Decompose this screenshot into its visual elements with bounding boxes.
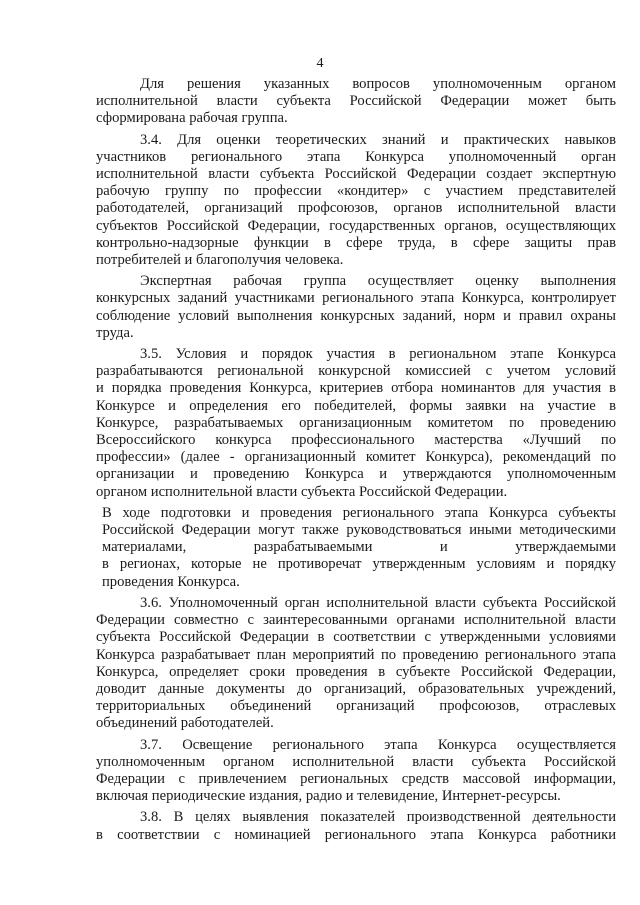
paragraph-3-4 xyxy=(96,132,616,270)
paragraph-3-5 xyxy=(96,346,616,501)
text-line: Конкурса разрабатывает план мероприятий по проведению регионального этапа xyxy=(96,646,616,663)
paragraph-3-8 xyxy=(96,809,616,843)
text-line: контрольно-надзорные функции в сфере труда, в сфере защиты прав xyxy=(96,234,616,251)
text-line: проведения Конкурса. xyxy=(102,573,240,590)
text-line: Федерации с привлечением региональных средств массовой информации, xyxy=(96,770,616,787)
text-line: объединений работодателей. xyxy=(96,715,274,732)
text-line: Федерации совместно с заинтересованными органами исполнительной власти xyxy=(96,612,616,629)
text-line: потребителей и благополучия человека. xyxy=(96,252,344,269)
text-line: включая периодические издания, радио и телевидение, Интернет-ресурсы. xyxy=(96,788,561,805)
text-line: 3.7. Освещение регионального этапа Конкурса осуществляется xyxy=(140,736,616,753)
text-line: 3.8. В целях выявления показателей производственной деятельности xyxy=(140,809,616,826)
text-line: и порядка проведения Конкурса, критериев отбора номинантов для участия в xyxy=(96,380,616,397)
text-line: сформирована рабочая группа. xyxy=(96,110,288,127)
text-line: в соответствии с номинацией регионального этапа Конкурса работники xyxy=(96,826,616,843)
text-line: в регионах, которые не противоречат утвержденным условиям и порядку xyxy=(102,556,616,573)
text-line: труда. xyxy=(96,324,134,341)
text-line: В ходе подготовки и проведения регионального этапа Конкурса субъекты xyxy=(102,504,616,521)
text-line: 3.5. Условия и порядок участия в региональном этапе Конкурса xyxy=(140,346,616,363)
text-line: Экспертная рабочая группа осуществляет оценку выполнения xyxy=(140,273,616,290)
text-line: исполнительной власти субъекта Российской Федерации создает экспертную xyxy=(96,166,616,183)
text-line: соблюдение условий выполнения конкурсных заданий, норм и правил охраны xyxy=(96,307,616,324)
page-number: 4 xyxy=(316,56,324,71)
text-line: участников регионального этапа Конкурса уполномоченный орган xyxy=(96,148,616,165)
text-line: 3.6. Уполномоченный орган исполнительной власти субъекта Российской xyxy=(140,594,616,611)
paragraph-expert-group xyxy=(96,273,616,342)
text-line: профессии» (далее - организационный комитет Конкурса), рекомендаций по xyxy=(96,449,616,466)
text-line: Конкурсе и определения его победителей, формы заявки на участие в xyxy=(96,397,616,414)
text-line: организации и проведению Конкурса и утверждаются уполномоченным xyxy=(96,466,616,483)
text-line: Конкурсе, разрабатываемых организационным комитетом по проведению xyxy=(96,414,616,431)
paragraph-working-group xyxy=(96,76,616,128)
paragraph-3-6 xyxy=(96,595,616,733)
text-line: территориальных объединений организаций профсоюзов, отраслевых xyxy=(96,698,616,715)
text-line: Для решения указанных вопросов уполномоченным органом xyxy=(140,76,616,92)
text-line: рабочую группу по профессии «кондитер» с участием представителей xyxy=(96,183,616,200)
text-line: субъекта Российской Федерации в соответствии с утвержденными условиями xyxy=(96,629,616,646)
text-line: разрабатываются региональной конкурсной комиссией с учетом условий xyxy=(96,363,616,380)
paragraph-3-7 xyxy=(96,737,616,806)
text-line: Конкурса, определяет сроки проведения в субъекте Российской Федерации, xyxy=(96,663,616,680)
text-line: работодателей, организаций профсоюзов, органов исполнительной власти xyxy=(96,200,616,217)
text-line: исполнительной власти субъекта Российской Федерации может быть xyxy=(96,93,616,110)
text-line: материалами, разрабатываемыми и утверждаемыми xyxy=(102,539,616,556)
text-line: Всероссийского конкурса профессионального мастерства «Лучший по xyxy=(96,432,616,449)
text-line: доводит данные документы до организаций, образовательных учреждений, xyxy=(96,680,616,697)
document-body xyxy=(96,76,616,848)
text-line: 3.4. Для оценки теоретических знаний и практических навыков xyxy=(140,131,616,148)
text-line: органом исполнительной власти субъекта Российской Федерации. xyxy=(96,483,508,500)
text-line: субъектов Российской Федерации, государственных органов, осуществляющих xyxy=(96,217,616,234)
text-line: Российской Федерации могут также руководствоваться иными методическими xyxy=(102,522,616,539)
text-line: конкурсных заданий участниками регионального этапа Конкурса, контролирует xyxy=(96,290,616,307)
text-line: уполномоченным органом исполнительной власти субъекта Российской xyxy=(96,753,616,770)
paragraph-methodical-materials xyxy=(96,505,616,591)
